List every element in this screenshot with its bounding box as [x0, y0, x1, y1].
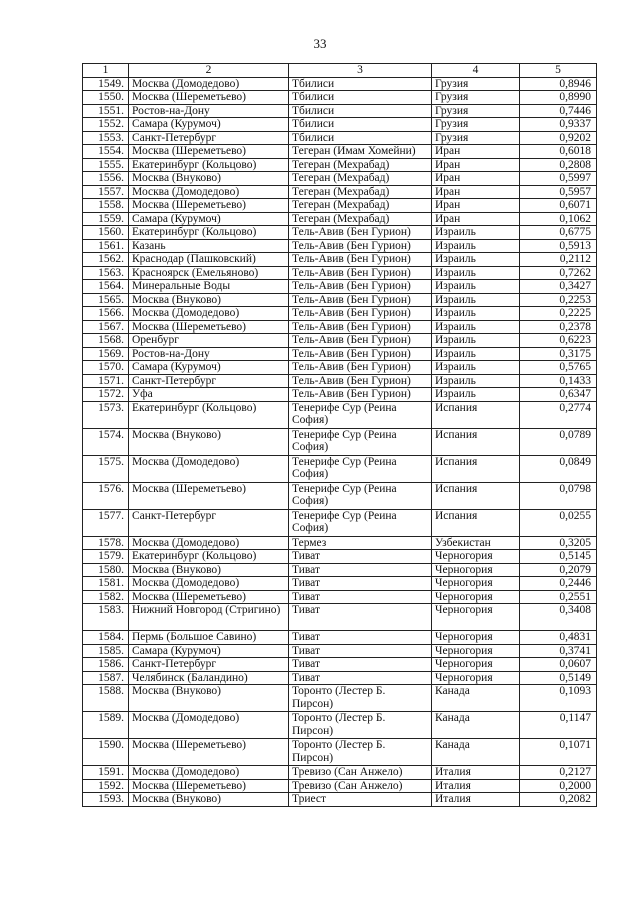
- table-row: [83, 712, 597, 739]
- country-cell: Черногория: [432, 658, 520, 672]
- origin-airport-cell: Санкт-Петербург: [129, 374, 289, 388]
- table-row: [83, 131, 597, 145]
- table-row: [83, 91, 597, 105]
- coefficient-cell: 0,7262: [520, 266, 597, 280]
- origin-airport-cell: Москва (Домодедово): [129, 455, 289, 482]
- country-cell: Израиль: [432, 266, 520, 280]
- country-cell: Черногория: [432, 631, 520, 645]
- row-number-cell: 1570.: [83, 361, 129, 375]
- table-row: [83, 307, 597, 321]
- coefficient-cell: 0,2079: [520, 563, 597, 577]
- destination-airport-cell: Тревизо (Сан Анжело): [289, 766, 432, 780]
- origin-airport-cell: Москва (Домодедово): [129, 536, 289, 550]
- table-row: [83, 428, 597, 455]
- country-cell: Израиль: [432, 374, 520, 388]
- origin-airport-cell: Москва (Шереметьево): [129, 199, 289, 213]
- destination-airport-cell: Тиват: [289, 590, 432, 604]
- table-row: [83, 590, 597, 604]
- table-row: [83, 577, 597, 591]
- coefficient-cell: 0,0849: [520, 455, 597, 482]
- destination-airport-cell: Тенерифе Сур (Реина София): [289, 509, 432, 536]
- destination-airport-cell: Торонто (Лестер Б. Пирсон): [289, 685, 432, 712]
- origin-airport-cell: Екатеринбург (Кольцово): [129, 158, 289, 172]
- row-number-cell: 1549.: [83, 77, 129, 91]
- destination-airport-cell: Тиват: [289, 644, 432, 658]
- origin-airport-cell: Ростов-на-Дону: [129, 104, 289, 118]
- destination-airport-cell: Торонто (Лестер Б. Пирсон): [289, 739, 432, 766]
- coefficient-cell: 0,6775: [520, 226, 597, 240]
- coefficient-cell: 0,3408: [520, 604, 597, 631]
- origin-airport-cell: Екатеринбург (Кольцово): [129, 401, 289, 428]
- table-row: [83, 658, 597, 672]
- row-number-cell: 1584.: [83, 631, 129, 645]
- origin-airport-cell: Москва (Шереметьево): [129, 590, 289, 604]
- table-row: [83, 118, 597, 132]
- destination-airport-cell: Тель-Авив (Бен Гурион): [289, 320, 432, 334]
- row-number-cell: 1582.: [83, 590, 129, 604]
- destination-airport-cell: Тенерифе Сур (Реина София): [289, 428, 432, 455]
- coefficient-cell: 0,2551: [520, 590, 597, 604]
- origin-airport-cell: Москва (Домодедово): [129, 577, 289, 591]
- origin-airport-cell: Екатеринбург (Кольцово): [129, 226, 289, 240]
- origin-airport-cell: Москва (Внуково): [129, 793, 289, 807]
- row-number-cell: 1581.: [83, 577, 129, 591]
- coefficient-cell: 0,9202: [520, 131, 597, 145]
- country-cell: Черногория: [432, 550, 520, 564]
- country-cell: Израиль: [432, 253, 520, 267]
- table-row: [83, 766, 597, 780]
- destination-airport-cell: Тегеран (Мехрабад): [289, 212, 432, 226]
- table-row: [83, 388, 597, 402]
- country-cell: Иран: [432, 172, 520, 186]
- country-cell: Израиль: [432, 280, 520, 294]
- row-number-cell: 1577.: [83, 509, 129, 536]
- coefficient-cell: 0,2112: [520, 253, 597, 267]
- destination-airport-cell: Тбилиси: [289, 118, 432, 132]
- origin-airport-cell: Москва (Шереметьево): [129, 779, 289, 793]
- coefficient-cell: 0,7446: [520, 104, 597, 118]
- origin-airport-cell: Москва (Внуково): [129, 685, 289, 712]
- row-number-cell: 1589.: [83, 712, 129, 739]
- table-row: [83, 685, 597, 712]
- destination-airport-cell: Тбилиси: [289, 77, 432, 91]
- table-row: [83, 793, 597, 807]
- origin-airport-cell: Москва (Шереметьево): [129, 91, 289, 105]
- coefficient-cell: 0,2127: [520, 766, 597, 780]
- destination-airport-cell: Тбилиси: [289, 91, 432, 105]
- coefficient-cell: 0,6071: [520, 199, 597, 213]
- country-cell: Испания: [432, 455, 520, 482]
- table-row: [83, 104, 597, 118]
- table-row: [83, 671, 597, 685]
- table-row: [83, 482, 597, 509]
- destination-airport-cell: Тбилиси: [289, 131, 432, 145]
- origin-airport-cell: Пермь (Большое Савино): [129, 631, 289, 645]
- country-cell: Черногория: [432, 604, 520, 631]
- row-number-cell: 1551.: [83, 104, 129, 118]
- destination-airport-cell: Тель-Авив (Бен Гурион): [289, 293, 432, 307]
- destination-airport-cell: Тенерифе Сур (Реина София): [289, 401, 432, 428]
- coefficient-cell: 0,5957: [520, 185, 597, 199]
- row-number-cell: 1557.: [83, 185, 129, 199]
- destination-airport-cell: Тель-Авив (Бен Гурион): [289, 388, 432, 402]
- country-cell: Израиль: [432, 226, 520, 240]
- origin-airport-cell: Ростов-на-Дону: [129, 347, 289, 361]
- table-row: [83, 77, 597, 91]
- table-row: [83, 239, 597, 253]
- destination-airport-cell: Тель-Авив (Бен Гурион): [289, 334, 432, 348]
- row-number-cell: 1552.: [83, 118, 129, 132]
- country-cell: Канада: [432, 712, 520, 739]
- header-cell: 2: [129, 64, 289, 78]
- country-cell: Италия: [432, 793, 520, 807]
- coefficient-cell: 0,5145: [520, 550, 597, 564]
- destination-airport-cell: Тель-Авив (Бен Гурион): [289, 266, 432, 280]
- country-cell: Черногория: [432, 563, 520, 577]
- origin-airport-cell: Санкт-Петербург: [129, 658, 289, 672]
- row-number-cell: 1579.: [83, 550, 129, 564]
- origin-airport-cell: Самара (Курумоч): [129, 361, 289, 375]
- destination-airport-cell: Тревизо (Сан Анжело): [289, 779, 432, 793]
- origin-airport-cell: Москва (Внуково): [129, 563, 289, 577]
- country-cell: Канада: [432, 739, 520, 766]
- destination-airport-cell: Тель-Авив (Бен Гурион): [289, 239, 432, 253]
- destination-airport-cell: Тель-Авив (Бен Гурион): [289, 226, 432, 240]
- table-body: [83, 64, 597, 807]
- origin-airport-cell: Москва (Шереметьево): [129, 320, 289, 334]
- row-number-cell: 1575.: [83, 455, 129, 482]
- row-number-cell: 1566.: [83, 307, 129, 321]
- row-number-cell: 1565.: [83, 293, 129, 307]
- row-number-cell: 1559.: [83, 212, 129, 226]
- destination-airport-cell: Тиват: [289, 577, 432, 591]
- table-row: [83, 145, 597, 159]
- coefficient-cell: 0,3741: [520, 644, 597, 658]
- country-cell: Иран: [432, 185, 520, 199]
- coefficient-cell: 0,9337: [520, 118, 597, 132]
- country-cell: Израиль: [432, 239, 520, 253]
- destination-airport-cell: Тенерифе Сур (Реина София): [289, 482, 432, 509]
- country-cell: Иран: [432, 158, 520, 172]
- row-number-cell: 1571.: [83, 374, 129, 388]
- coefficient-cell: 0,1062: [520, 212, 597, 226]
- origin-airport-cell: Краснодар (Пашковский): [129, 253, 289, 267]
- coefficient-cell: 0,2808: [520, 158, 597, 172]
- destination-airport-cell: Тель-Авив (Бен Гурион): [289, 374, 432, 388]
- table-row: [83, 604, 597, 631]
- row-number-cell: 1588.: [83, 685, 129, 712]
- origin-airport-cell: Москва (Шереметьево): [129, 739, 289, 766]
- destination-airport-cell: Тенерифе Сур (Реина София): [289, 455, 432, 482]
- table-row: [83, 334, 597, 348]
- country-cell: Грузия: [432, 91, 520, 105]
- row-number-cell: 1561.: [83, 239, 129, 253]
- table-row: [83, 374, 597, 388]
- row-number-cell: 1550.: [83, 91, 129, 105]
- origin-airport-cell: Оренбург: [129, 334, 289, 348]
- row-number-cell: 1553.: [83, 131, 129, 145]
- origin-airport-cell: Красноярск (Емельяново): [129, 266, 289, 280]
- table-row: [83, 158, 597, 172]
- table-header-row: [83, 64, 597, 78]
- table-row: [83, 266, 597, 280]
- table-row: [83, 631, 597, 645]
- destination-airport-cell: Тиват: [289, 671, 432, 685]
- destination-airport-cell: Тегеран (Имам Хомейни): [289, 145, 432, 159]
- table-row: [83, 509, 597, 536]
- row-number-cell: 1587.: [83, 671, 129, 685]
- country-cell: Италия: [432, 779, 520, 793]
- row-number-cell: 1563.: [83, 266, 129, 280]
- origin-airport-cell: Санкт-Петербург: [129, 509, 289, 536]
- origin-airport-cell: Нижний Новгород (Стригино): [129, 604, 289, 631]
- row-number-cell: 1569.: [83, 347, 129, 361]
- destination-airport-cell: Тиват: [289, 604, 432, 631]
- table-row: [83, 293, 597, 307]
- origin-airport-cell: Москва (Шереметьево): [129, 482, 289, 509]
- row-number-cell: 1555.: [83, 158, 129, 172]
- destination-airport-cell: Тель-Авив (Бен Гурион): [289, 361, 432, 375]
- coefficient-cell: 0,1147: [520, 712, 597, 739]
- page-number: 33: [313, 36, 327, 51]
- coefficient-cell: 0,0798: [520, 482, 597, 509]
- country-cell: Испания: [432, 428, 520, 455]
- origin-airport-cell: Москва (Внуково): [129, 293, 289, 307]
- country-cell: Израиль: [432, 334, 520, 348]
- table-row: [83, 199, 597, 213]
- coefficient-cell: 0,2774: [520, 401, 597, 428]
- destination-airport-cell: Тель-Авив (Бен Гурион): [289, 280, 432, 294]
- row-number-cell: 1573.: [83, 401, 129, 428]
- country-cell: Иран: [432, 212, 520, 226]
- country-cell: Узбекистан: [432, 536, 520, 550]
- coefficient-cell: 0,2253: [520, 293, 597, 307]
- header-cell: 3: [289, 64, 432, 78]
- destination-airport-cell: Тегеран (Мехрабад): [289, 185, 432, 199]
- destination-airport-cell: Тегеран (Мехрабад): [289, 199, 432, 213]
- destination-airport-cell: Тбилиси: [289, 104, 432, 118]
- coefficient-cell: 0,5913: [520, 239, 597, 253]
- coefficient-cell: 0,3205: [520, 536, 597, 550]
- destination-airport-cell: Тиват: [289, 563, 432, 577]
- coefficient-cell: 0,1433: [520, 374, 597, 388]
- origin-airport-cell: Москва (Домодедово): [129, 766, 289, 780]
- country-cell: Израиль: [432, 293, 520, 307]
- origin-airport-cell: Москва (Внуково): [129, 428, 289, 455]
- coefficient-cell: 0,2082: [520, 793, 597, 807]
- row-number-cell: 1593.: [83, 793, 129, 807]
- origin-airport-cell: Самара (Курумоч): [129, 644, 289, 658]
- row-number-cell: 1568.: [83, 334, 129, 348]
- coefficient-cell: 0,6018: [520, 145, 597, 159]
- row-number-cell: 1585.: [83, 644, 129, 658]
- origin-airport-cell: Самара (Курумоч): [129, 118, 289, 132]
- origin-airport-cell: Санкт-Петербург: [129, 131, 289, 145]
- row-number-cell: 1574.: [83, 428, 129, 455]
- origin-airport-cell: Москва (Домодедово): [129, 307, 289, 321]
- origin-airport-cell: Челябинск (Баландино): [129, 671, 289, 685]
- origin-airport-cell: Казань: [129, 239, 289, 253]
- table-row: [83, 536, 597, 550]
- row-number-cell: 1572.: [83, 388, 129, 402]
- country-cell: Испания: [432, 482, 520, 509]
- table-row: [83, 226, 597, 240]
- origin-airport-cell: Уфа: [129, 388, 289, 402]
- row-number-cell: 1580.: [83, 563, 129, 577]
- row-number-cell: 1562.: [83, 253, 129, 267]
- country-cell: Черногория: [432, 644, 520, 658]
- row-number-cell: 1564.: [83, 280, 129, 294]
- table-row: [83, 779, 597, 793]
- country-cell: Иран: [432, 145, 520, 159]
- header-cell: 5: [520, 64, 597, 78]
- table-row: [83, 455, 597, 482]
- row-number-cell: 1583.: [83, 604, 129, 631]
- coefficient-cell: 0,0607: [520, 658, 597, 672]
- row-number-cell: 1558.: [83, 199, 129, 213]
- coefficient-cell: 0,8946: [520, 77, 597, 91]
- row-number-cell: 1591.: [83, 766, 129, 780]
- table-row: [83, 212, 597, 226]
- coefficient-cell: 0,5149: [520, 671, 597, 685]
- country-cell: Грузия: [432, 77, 520, 91]
- row-number-cell: 1554.: [83, 145, 129, 159]
- origin-airport-cell: Москва (Домодедово): [129, 77, 289, 91]
- header-cell: 1: [83, 64, 129, 78]
- coefficient-cell: 0,2378: [520, 320, 597, 334]
- destination-airport-cell: Тиват: [289, 550, 432, 564]
- country-cell: Черногория: [432, 590, 520, 604]
- table-row: [83, 739, 597, 766]
- table-row: [83, 550, 597, 564]
- origin-airport-cell: Москва (Шереметьево): [129, 145, 289, 159]
- country-cell: Грузия: [432, 118, 520, 132]
- destination-airport-cell: Тегеран (Мехрабад): [289, 172, 432, 186]
- coefficient-cell: 0,1071: [520, 739, 597, 766]
- table-row: [83, 280, 597, 294]
- destination-airport-cell: Тель-Авив (Бен Гурион): [289, 307, 432, 321]
- country-cell: Грузия: [432, 131, 520, 145]
- coefficient-cell: 0,3427: [520, 280, 597, 294]
- origin-airport-cell: Москва (Внуково): [129, 172, 289, 186]
- row-number-cell: 1556.: [83, 172, 129, 186]
- coefficient-cell: 0,5765: [520, 361, 597, 375]
- coefficient-cell: 0,0789: [520, 428, 597, 455]
- destination-airport-cell: Тиват: [289, 658, 432, 672]
- coefficient-cell: 0,3175: [520, 347, 597, 361]
- table-row: [83, 644, 597, 658]
- origin-airport-cell: Москва (Домодедово): [129, 185, 289, 199]
- origin-airport-cell: Москва (Домодедово): [129, 712, 289, 739]
- coefficient-cell: 0,6223: [520, 334, 597, 348]
- coefficient-cell: 0,4831: [520, 631, 597, 645]
- data-table: [82, 63, 597, 807]
- table-row: [83, 361, 597, 375]
- table-row: [83, 253, 597, 267]
- table-row: [83, 401, 597, 428]
- coefficient-cell: 0,0255: [520, 509, 597, 536]
- country-cell: Израиль: [432, 320, 520, 334]
- destination-airport-cell: Тель-Авив (Бен Гурион): [289, 347, 432, 361]
- destination-airport-cell: Тель-Авив (Бен Гурион): [289, 253, 432, 267]
- country-cell: Канада: [432, 685, 520, 712]
- row-number-cell: 1560.: [83, 226, 129, 240]
- origin-airport-cell: Минеральные Воды: [129, 280, 289, 294]
- row-number-cell: 1578.: [83, 536, 129, 550]
- country-cell: Черногория: [432, 671, 520, 685]
- country-cell: Испания: [432, 401, 520, 428]
- table-row: [83, 185, 597, 199]
- country-cell: Израиль: [432, 347, 520, 361]
- coefficient-cell: 0,8990: [520, 91, 597, 105]
- table-row: [83, 172, 597, 186]
- table-row: [83, 347, 597, 361]
- destination-airport-cell: Торонто (Лестер Б. Пирсон): [289, 712, 432, 739]
- origin-airport-cell: Самара (Курумоч): [129, 212, 289, 226]
- country-cell: Израиль: [432, 361, 520, 375]
- table-row: [83, 320, 597, 334]
- coefficient-cell: 0,5997: [520, 172, 597, 186]
- coefficient-cell: 0,6347: [520, 388, 597, 402]
- row-number-cell: 1586.: [83, 658, 129, 672]
- origin-airport-cell: Екатеринбург (Кольцово): [129, 550, 289, 564]
- row-number-cell: 1576.: [83, 482, 129, 509]
- country-cell: Италия: [432, 766, 520, 780]
- header-cell: 4: [432, 64, 520, 78]
- coefficient-cell: 0,2000: [520, 779, 597, 793]
- country-cell: Израиль: [432, 307, 520, 321]
- row-number-cell: 1592.: [83, 779, 129, 793]
- coefficient-cell: 0,2225: [520, 307, 597, 321]
- country-cell: Черногория: [432, 577, 520, 591]
- country-cell: Грузия: [432, 104, 520, 118]
- destination-airport-cell: Тиват: [289, 631, 432, 645]
- country-cell: Израиль: [432, 388, 520, 402]
- table-row: [83, 563, 597, 577]
- row-number-cell: 1590.: [83, 739, 129, 766]
- coefficient-cell: 0,1093: [520, 685, 597, 712]
- row-number-cell: 1567.: [83, 320, 129, 334]
- destination-airport-cell: Триест: [289, 793, 432, 807]
- destination-airport-cell: Термез: [289, 536, 432, 550]
- country-cell: Испания: [432, 509, 520, 536]
- coefficient-cell: 0,2446: [520, 577, 597, 591]
- destination-airport-cell: Тегеран (Мехрабад): [289, 158, 432, 172]
- country-cell: Иран: [432, 199, 520, 213]
